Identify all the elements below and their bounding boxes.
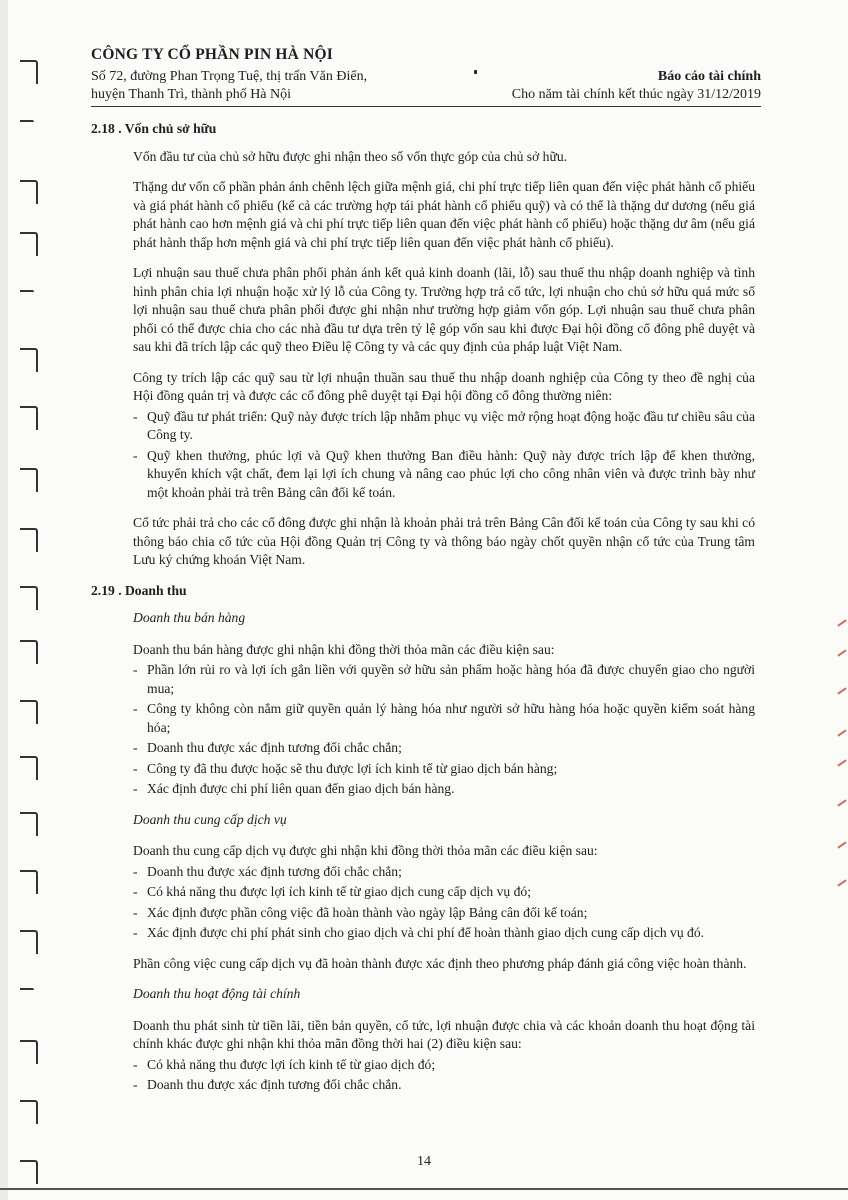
list-item: - Quỹ khen thưởng, phúc lợi và Quỹ khen thưởng Ban điều hành: Quỹ này được trích lập để khen thưởng, khuyến khích vật chất, đem lại lợi ích chung và nâng cao phúc lợi cho công nhân viên và được trình bày như một khoản phải trả trên Bảng cân đối kế toán.	[133, 447, 755, 503]
list-item: - Xác định được chi phí liên quan đến giao dịch bán hàng.	[133, 780, 755, 799]
binding-mark	[20, 348, 38, 372]
list-item: - Doanh thu được xác định tương đối chắc chắn.	[133, 1076, 755, 1095]
financial-conditions-list	[133, 1056, 755, 1095]
binding-mark	[20, 232, 38, 256]
address-line: Số 72, đường Phan Trọng Tuệ, thị trấn Văn Điển,	[91, 69, 368, 84]
page-edge	[0, 0, 8, 1200]
binding-mark	[20, 1040, 38, 1064]
paragraph: Thặng dư vốn cổ phần phản ánh chênh lệch giữa mệnh giá, chi phí trực tiếp liên quan đến việc phát hành cổ phiếu và giá phát hành cổ phiếu (kể cả các trường hợp tái phát hành cổ phiếu quỹ) và có thể là thặng dư dương (nếu giá phát hành cao hơn mệnh giá và chi phí trực tiếp liên quan đến việc phát hành cổ phiếu) hoặc thặng dư âm (nếu giá phát hành thấp hơn mệnh giá và chi phí trực tiếp liên quan đến việc phát hành cổ phiếu).	[133, 179, 755, 250]
paragraph: Phần công việc cung cấp dịch vụ đã hoàn thành được xác định theo phương pháp đánh giá công việc hoàn thành.	[133, 955, 747, 971]
binding-mark	[20, 290, 34, 292]
list-item: - Phần lớn rủi ro và lợi ích gắn liền với quyền sở hữu sản phẩm hoặc hàng hóa đã được chuyển giao cho người mua;	[133, 661, 755, 698]
speck	[474, 70, 477, 74]
paragraph: Doanh thu phát sinh từ tiền lãi, tiền bản quyền, cổ tức, lợi nhuận được chia và các khoản doanh thu hoạt động tài chính khác được ghi nhận khi thỏa mãn đồng thời hai (2) điều kiện sau:	[133, 1017, 755, 1051]
binding-mark	[20, 528, 38, 552]
binding-mark	[20, 700, 38, 724]
binding-mark	[20, 120, 34, 122]
page-number: 14	[417, 1154, 431, 1169]
company-address	[91, 68, 431, 104]
document-header	[91, 46, 761, 104]
list-item: - Xác định được phần công việc đã hoàn thành vào ngày lập Bảng cân đối kế toán;	[133, 904, 755, 923]
company-name: CÔNG TY CỔ PHẦN PIN HÀ NỘI	[91, 46, 334, 63]
binding-mark	[20, 756, 38, 780]
address-line: huyện Thanh Trì, thành phố Hà Nội	[91, 87, 292, 102]
section-heading-2-18: 2.18 . Vốn chủ sở hữu	[91, 121, 217, 136]
list-item: - Quỹ đầu tư phát triển: Quỹ này được trích lập nhằm phục vụ việc mở rộng hoạt động hoặc đầu tư chiều sâu của Công ty.	[133, 408, 755, 445]
paragraph: Lợi nhuận sau thuế chưa phân phối phản ánh kết quả kinh doanh (lãi, lỗ) sau thuế thu nhập doanh nghiệp và tình hình phân chia lợi nhuận hoặc xử lý lỗ của Công ty. Trường hợp trả cổ tức, lợi nhuận cho chủ sở hữu quá mức số lợi nhuận sau thuế chưa phân phối được ghi nhận như trường hợp giảm vốn góp. Lợi nhuận sau thuế chưa phân phối có thể được chia cho các nhà đầu tư dựa trên tỷ lệ góp vốn sau khi được Đại hội đồng cổ đông phê duyệt và sau khi đã trích lập các quỹ theo Điều lệ Công ty và các quy định của pháp luật Việt Nam.	[133, 265, 755, 354]
document-body	[91, 116, 755, 1107]
header-row	[91, 68, 761, 104]
paragraph: Cổ tức phải trả cho các cổ đông được ghi nhận là khoản phải trả trên Bảng Cân đối kế toán của Công ty sau khi có thông báo chia cổ tức của Hội đồng Quản trị Công ty và thông báo ngày chốt quyền nhận cổ tức của Trung tâm Lưu ký chứng khoán Việt Nam.	[133, 515, 755, 567]
subheading: Doanh thu hoạt động tài chính	[133, 986, 301, 1001]
list-item: - Công ty đã thu được hoặc sẽ thu được lợi ích kinh tế từ giao dịch bán hàng;	[133, 760, 755, 779]
paragraph: Vốn đầu tư của chủ sở hữu được ghi nhận theo số vốn thực góp của chủ sở hữu.	[133, 148, 568, 164]
list-item: - Công ty không còn nắm giữ quyền quản lý hàng hóa như người sở hữu hàng hóa hoặc quyền kiểm soát hàng hóa;	[133, 700, 755, 737]
signature-edge-marks	[834, 612, 848, 912]
paragraph: Doanh thu cung cấp dịch vụ được ghi nhận khi đồng thời thỏa mãn các điều kiện sau:	[133, 843, 598, 858]
report-title: Báo cáo tài chính	[657, 69, 761, 84]
services-conditions-list	[133, 863, 755, 943]
bottom-rule	[0, 1188, 848, 1190]
binding-mark	[20, 406, 38, 430]
fund-list	[133, 408, 755, 503]
list-item: - Doanh thu được xác định tương đối chắc chắn;	[133, 863, 755, 882]
section-heading-2-19: 2.19 . Doanh thu	[91, 582, 187, 598]
binding-mark	[20, 812, 38, 836]
paragraph: Doanh thu bán hàng được ghi nhận khi đồng thời thỏa mãn các điều kiện sau:	[133, 641, 555, 657]
list-item: - Xác định được chi phí phát sinh cho giao dịch và chi phí để hoàn thành giao dịch cung cấp dịch vụ đó.	[133, 924, 755, 943]
binding-mark	[20, 870, 38, 894]
binding-mark	[20, 468, 38, 492]
binding-mark	[20, 1100, 38, 1124]
binding-mark	[20, 180, 38, 204]
list-item: - Có khả năng thu được lợi ích kinh tế từ giao dịch đó;	[133, 1056, 755, 1075]
binding-mark	[20, 640, 38, 664]
header-rule	[91, 106, 761, 107]
binding-mark	[20, 988, 34, 990]
subheading: Doanh thu cung cấp dịch vụ	[133, 811, 287, 827]
binding-mark	[20, 586, 38, 610]
list-item: - Doanh thu được xác định tương đối chắc chắn;	[133, 739, 755, 758]
report-period: Cho năm tài chính kết thúc ngày 31/12/2019	[511, 87, 761, 102]
binding-mark	[20, 60, 38, 84]
subheading: Doanh thu bán hàng	[133, 610, 246, 625]
sales-conditions-list	[133, 661, 755, 799]
list-item: - Có khả năng thu được lợi ích kinh tế từ giao dịch cung cấp dịch vụ đó;	[133, 883, 755, 902]
paragraph: Công ty trích lập các quỹ sau từ lợi nhuận thuần sau thuế thu nhập doanh nghiệp của Công ty theo đề nghị của Hội đồng quản trị và được các cổ đông phê duyệt tại Đại hội đồng cổ đông thường niên:	[133, 369, 755, 403]
binding-mark	[20, 930, 38, 954]
report-info	[512, 68, 761, 104]
